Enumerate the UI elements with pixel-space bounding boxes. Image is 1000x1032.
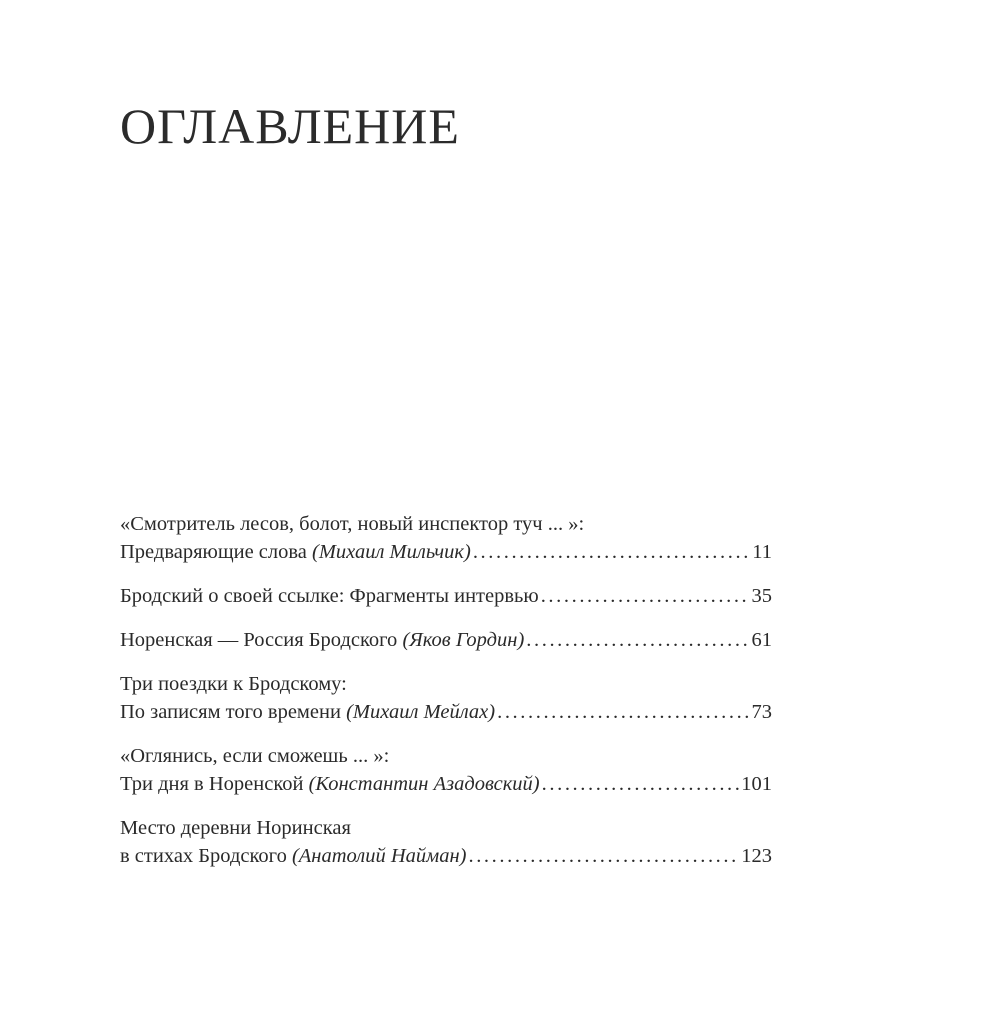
table-of-contents xyxy=(120,510,772,886)
toc-entry-text: Норенская — Россия Бродского xyxy=(120,629,398,651)
dot-leader xyxy=(541,582,750,610)
toc-entry-author: (Михаил Мейлах) xyxy=(346,701,496,723)
dot-leader xyxy=(468,842,739,870)
toc-page-number: 35 xyxy=(751,585,772,607)
toc-page-number: 101 xyxy=(741,773,772,795)
toc-entry-2 xyxy=(120,582,772,610)
toc-entry-text: Предваряющие слова xyxy=(120,541,307,563)
toc-entry-line xyxy=(120,626,772,654)
dot-leader xyxy=(526,626,749,654)
toc-entry-4 xyxy=(120,670,772,726)
toc-entry-1 xyxy=(120,510,772,566)
toc-page-number: 123 xyxy=(741,845,772,867)
toc-entry-author: (Анатолий Найман) xyxy=(291,845,467,867)
toc-entry-heading: Три поездки к Бродскому: xyxy=(120,673,347,695)
toc-entry-heading: Место деревни Норинская xyxy=(120,817,351,839)
toc-entry-author: (Константин Азадовский) xyxy=(308,773,540,795)
toc-entry-author: (Михаил Мильчик) xyxy=(312,541,471,563)
toc-page-number: 73 xyxy=(751,701,772,723)
toc-entry-5 xyxy=(120,742,772,798)
toc-entry-text: Бродский о своей ссылке: Фрагменты интервью xyxy=(120,585,539,607)
toc-page-number: 61 xyxy=(751,629,772,651)
toc-entry-line xyxy=(120,842,772,870)
dot-leader xyxy=(497,698,749,726)
toc-entry-6 xyxy=(120,814,772,870)
toc-entry-heading: «Оглянись, если сможешь ... »: xyxy=(120,745,390,767)
toc-entry-text: Три дня в Норенской xyxy=(120,773,304,795)
toc-entry-text: в стихах Бродского xyxy=(120,845,287,867)
toc-entry-line xyxy=(120,770,772,798)
toc-entry-heading: «Смотритель лесов, болот, новый инспектор туч ... »: xyxy=(120,513,585,535)
page-title: ОГЛАВЛЕНИЕ xyxy=(120,98,460,154)
toc-entry-author: (Яков Гордин) xyxy=(402,629,525,651)
toc-entry-3 xyxy=(120,626,772,654)
toc-entry-line xyxy=(120,582,772,610)
toc-page-number: 11 xyxy=(752,541,772,563)
dot-leader xyxy=(473,538,750,566)
dot-leader xyxy=(542,770,740,798)
toc-entry-line xyxy=(120,698,772,726)
toc-entry-line xyxy=(120,538,772,566)
toc-entry-text: По записям того времени xyxy=(120,701,341,723)
